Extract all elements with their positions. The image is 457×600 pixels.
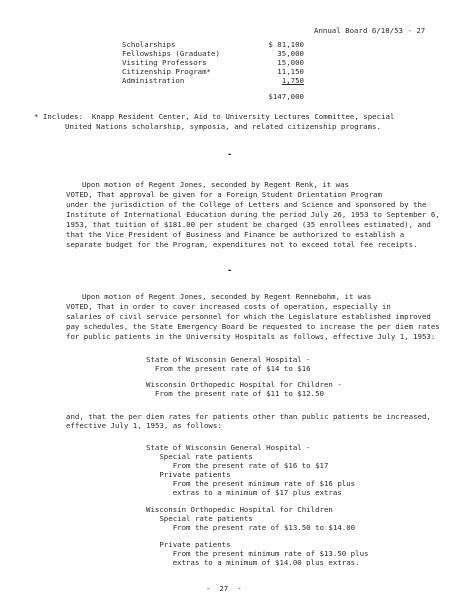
budget-amount: 11,150 (277, 67, 304, 76)
rate-line: extras to a minimum of $14.00 plus extras. (146, 558, 360, 567)
rate-line: State of Wisconsin General Hospital - (146, 443, 311, 452)
budget-total: $147,000 (268, 92, 304, 101)
rate-line: From the present rate of $16 to $17 (146, 461, 329, 470)
rate-line: Wisconsin Orthopedic Hospital for Children (146, 505, 333, 514)
separator: - (227, 150, 233, 160)
paragraph-line: under the jurisdiction of the College of Letters and Science and sponsored by the (66, 200, 427, 209)
paragraph-line: pay schedules, the State Emergency Board be requested to increase the per diem rates (66, 322, 440, 331)
rate-line: From the present minimum rate of $16 plus (146, 479, 356, 488)
paragraph-line: that the Vice President of Business and Finance be authorized to establish a (66, 230, 405, 239)
paragraph-line: salaries of civil service personnel for which the Legislature established improved (66, 312, 431, 321)
budget-label: Citizenship Program* (122, 67, 211, 76)
budget-label: Visiting Professors (122, 58, 207, 67)
rate-line: extras to a minimum of $17 plus extras (146, 488, 342, 497)
paragraph-line: separate budget for the Program, expenditures not to exceed total fee receipts. (66, 240, 418, 249)
rate-line: Private patients (146, 470, 231, 479)
rate-line: From the present rate of $14 to $16 (146, 364, 311, 373)
rate-line: From the present rate of $13.50 to $14.00 (146, 523, 356, 532)
rate-line: Special rate patients (146, 514, 253, 523)
rate-line: Wisconsin Orthopedic Hospital for Children - (146, 380, 342, 389)
rate-line: State of Wisconsin General Hospital - (146, 355, 311, 364)
budget-amount: $ 81,100 (268, 40, 304, 49)
budget-amount: 1,750 (281, 76, 304, 85)
separator: - (227, 266, 233, 276)
rate-line: Special rate patients (146, 452, 253, 461)
paragraph-line: VOTED, That in order to cover increased costs of operation, especially in (66, 302, 391, 311)
paragraph-line: Institute of International Education during the period July 26, 1953 to September 6, (66, 210, 440, 219)
paragraph-line: and, that the per diem rates for patients other than public patients be increased, (66, 412, 431, 421)
paragraph-line: Upon motion of Regent Jones, seconded by Regent Renk, it was (82, 180, 349, 189)
paragraph-line: effective July 1, 1953, as follows: (66, 421, 222, 430)
paragraph-line: for public patients in the University Hospitals as follows, effective July 1, 1953: (66, 332, 436, 341)
budget-amount: 35,000 (277, 49, 304, 58)
paragraph-line: Upon motion of Regent Jones, seconded by Regent Rennebohm, it was (82, 292, 372, 301)
rate-line: From the present rate of $11 to $12.50 (146, 389, 324, 398)
rate-line: From the present minimum rate of $13.50 plus (146, 549, 369, 558)
budget-label: Fellowships (Graduate) (122, 49, 220, 58)
paragraph-line: VOTED, That approval be given for a Foreign Student Orientation Program (66, 190, 382, 199)
rate-line: Private patients (146, 540, 231, 549)
budget-label: Administration (122, 76, 185, 85)
budget-label: Scholarships (122, 40, 176, 49)
budget-amount: 15,000 (277, 58, 304, 67)
page-header: Annual Board 6/18/53 - 27 (314, 26, 426, 35)
footnote-line: * Includes: Knapp Resident Center, Aid to University Lectures Committee, special (34, 112, 395, 121)
footnote-line: United Nations scholarship, symposia, and related citizenship programs. (65, 122, 381, 131)
paragraph-line: 1953, that tuition of $181.00 per student be charged (35 enrollees estimated), and (66, 220, 431, 229)
page-number: - 27 - (206, 584, 242, 593)
